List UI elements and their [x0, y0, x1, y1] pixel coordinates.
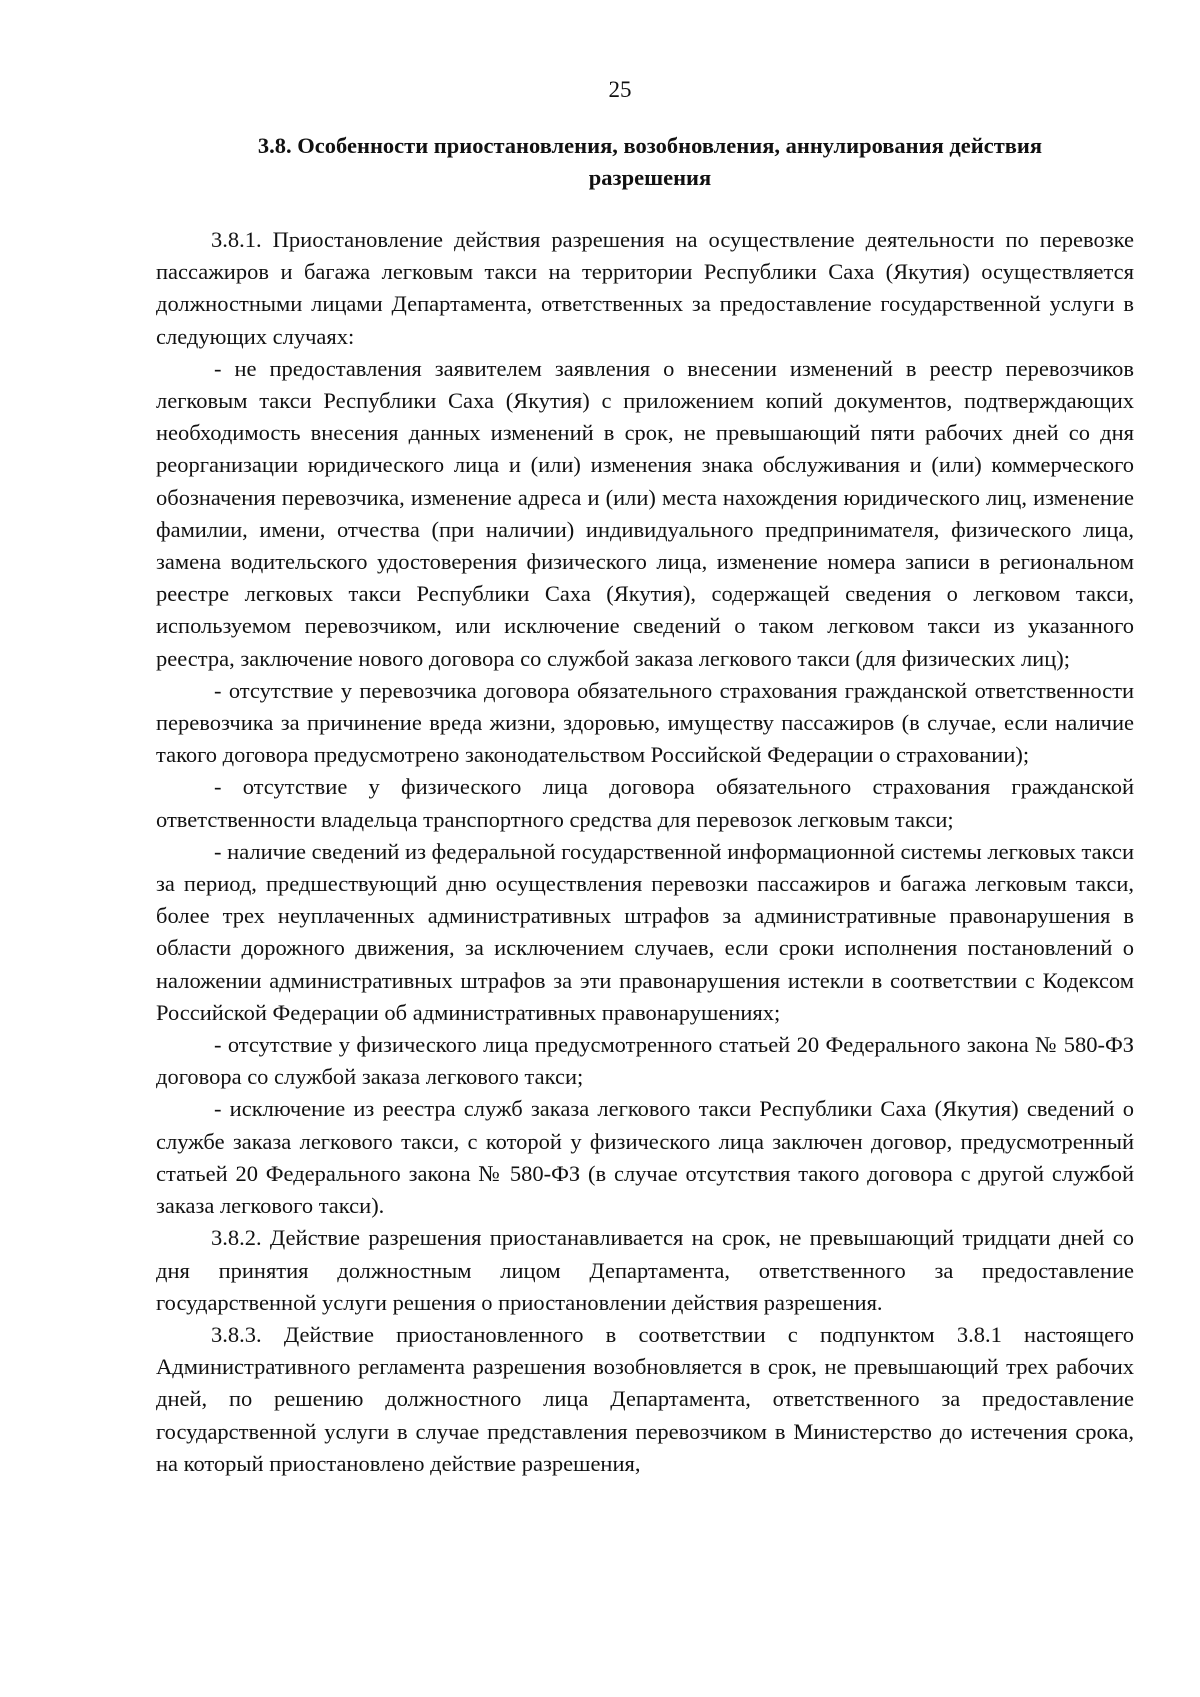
- paragraph-3-8-3: 3.8.3. Действие приостановленного в соответствии с подпунктом 3.8.1 настоящего Административного регламента разрешения возобновляется в срок, не превышающий трех рабочих дней, по решению должностного лица Департамента, ответственного за предоставление государственной услуги в случае представления перевозчиком в Министерство до истечения срока, на который приостановлено действие разрешения,: [156, 1321, 1134, 1476]
- paragraph-3-8-1: 3.8.1. Приостановление действия разрешения на осуществление деятельности по перевозке пассажиров и багажа легковым такси на территории Республики Саха (Якутия) осуществляется должностными лицами Департамента, ответственных за предоставление государственной услуги в следующих случаях:: [156, 227, 1134, 349]
- section-title: 3.8. Особенности приостановления, возобновления, аннулирования действия разрешения: [257, 133, 1043, 190]
- body-text: [156, 224, 1134, 1480]
- paragraph-3-8-2: 3.8.2. Действие разрешения приостанавливается на срок, не превышающий тридцати дней со дня принятия должностным лицом Департамента, ответственного за предоставление государственной услуги решения о приостановлении действия разрешения.: [156, 1225, 1134, 1315]
- page-number: 25: [608, 77, 632, 102]
- list-item: - отсутствие у физического лица договора обязательного страхования гражданской ответственности владельца транспортного средства для перевозок легковым такси;: [156, 774, 1134, 832]
- list-item: - отсутствие у перевозчика договора обязательного страхования гражданской ответственности перевозчика за причинение вреда жизни, здоровью, имуществу пассажиров (в случае, если наличие такого договора предусмотрено законодательством Российской Федерации о страховании);: [156, 677, 1134, 768]
- list-item: - исключение из реестра служб заказа легкового такси Республики Саха (Якутия) сведений о службе заказа легкового такси, с которой у физического лица заключен договор, предусмотренный статьей 20 Федерального закона № 580-ФЗ (в случае отсутствия такого договора с другой службой заказа легкового такси).: [156, 1096, 1134, 1219]
- list-item: - наличие сведений из федеральной государственной информационной системы легковых такси за период, предшествующий дню осуществления перевозки пассажиров и багажа легковым такси, более трех неуплаченных административных штрафов за административные правонарушения в области дорожного движения, за исключением случаев, если сроки исполнения постановлений о наложении административных штрафов за эти правонарушения истекли в соответствии с Кодексом Российской Федерации об административных правонарушениях;: [156, 838, 1134, 1025]
- list-item: - не предоставления заявителем заявления о внесении изменений в реестр перевозчиков легковым такси Республики Саха (Якутия) с приложением копий документов, подтверждающих необходимость внесения данных изменений в срок, не превышающий пяти рабочих дней со дня реорганизации юридического лица и (или) изменения знака обслуживания и (или) коммерческого обозначения перевозчика, изменение адреса и (или) места нахождения юридического лиц, изменение фамилии, имени, отчества (при наличии) индивидуального предпринимателя, физического лица, замена водительского удостоверения физического лица, изменение номера записи в региональном реестре легковых такси Республики Саха (Якутия), содержащей сведения о легковом такси, используемом перевозчиком, или исключение сведений о таком легковом такси из указанного реестра, заключение нового договора со службой заказа легкового такси (для физических лиц);: [156, 355, 1134, 671]
- list-item: - отсутствие у физического лица предусмотренного статьей 20 Федерального закона № 580-ФЗ договора со службой заказа легкового такси;: [156, 1032, 1134, 1090]
